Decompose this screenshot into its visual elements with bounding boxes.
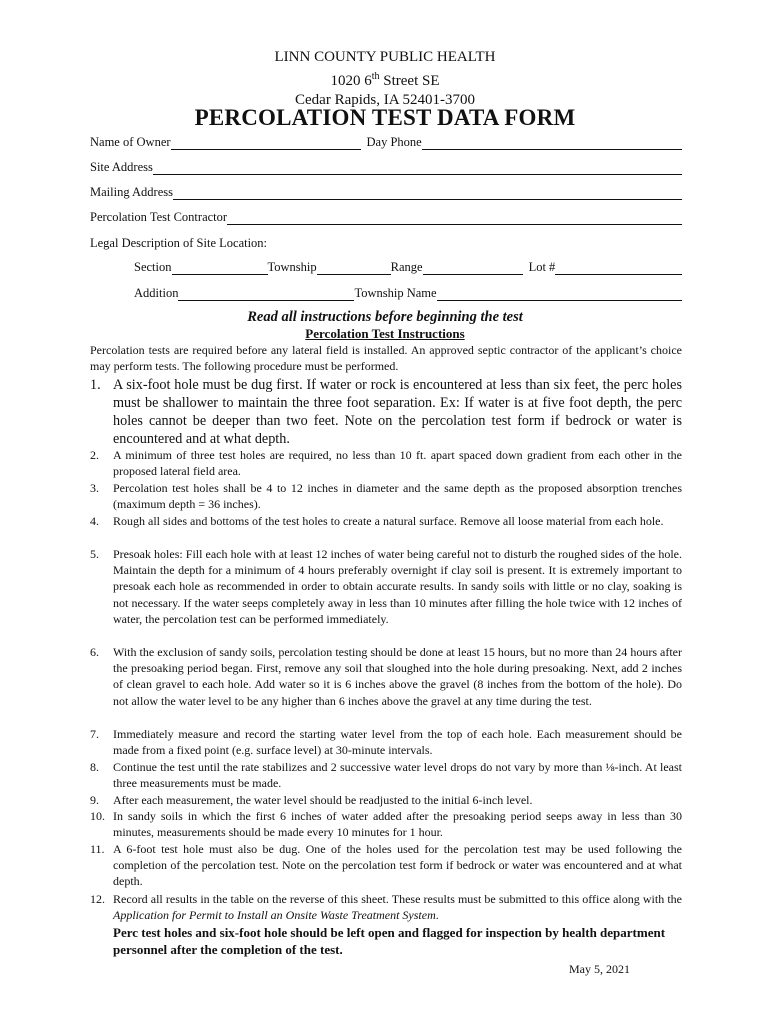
instruction-item: 6. With the exclusion of sandy soils, percolation testing should be done at least 15 hours, but no more than 24 hours after the presoaking period began. First, remove any soil that sloughed into the hole during presoaking. Next, add 2 inches of clean gravel to each hole. Add water so it is 6 inches above the gravel (8 inches from the bottom of the hole). Do not allow the water level to be any higher than 6 inches above the gravel at any time during the test. — [90, 645, 682, 708]
mailing-address-label: Mailing Address — [90, 185, 173, 199]
read-all-notice: Read all instructions before beginning the test — [247, 309, 523, 325]
township-label: Township — [267, 260, 317, 274]
section-field[interactable] — [172, 262, 268, 275]
instruction-item: 5. Presoak holes: Fill each hole with at least 12 inches of water being careful not to disturb the roughed sides of the hole. Maintain the depth for a minimum of 4 hours preferably overnight if clay soil is present. It is extremely important to presoak each hole as recommended in order to obtain accurate results. In sandy soils with little or no clay, soaking is not necessary. If the water seeps completely away in less than 10 minutes after filling the hole twice with 12 inches of water, the percolation test can be performed immediately. — [90, 547, 682, 626]
instruction-item: 3. Percolation test holes shall be 4 to 12 inches in diameter and the same depth as the proposed absorption trenches (maximum depth = 36 inches). — [90, 481, 682, 512]
contractor-row — [90, 209, 682, 225]
owner-label: Name of Owner — [90, 135, 171, 149]
instruction-item: 4. Rough all sides and bottoms of the test holes to create a natural surface. Remove all loose material from each hole. — [90, 514, 664, 528]
form-title: PERCOLATION TEST DATA FORM — [194, 105, 576, 130]
lot-field[interactable] — [555, 262, 682, 275]
letterhead — [0, 48, 770, 110]
instruction-item: 12. Record all results in the table on the reverse of this sheet. These results must be submitted to this office along with the Application for Permit to Install an Onsite Waste Treatment System. — [90, 892, 682, 923]
owner-field[interactable] — [171, 137, 361, 150]
revision-date: May 5, 2021 — [569, 962, 630, 976]
site-address-field[interactable] — [153, 162, 682, 175]
instruction-item: 7. Immediately measure and record the starting water level from the top of each hole. Each measurement should be made from a fixed point (e.g. surface level) at 30-minute intervals. — [90, 727, 682, 758]
section-row — [134, 259, 682, 275]
range-field[interactable] — [423, 262, 523, 275]
inspection-note: Perc test holes and six-foot hole should be left open and flagged for inspection by health department personnel after the completion of the test. — [113, 925, 666, 957]
instruction-item: 11. A 6-foot test hole must also be dug. One of the holes used for the percolation test may be used following the completion of the percolation test. Note on the percolation test form if bedrock or water was encountered and at what depth. — [90, 842, 682, 889]
lot-label: Lot # — [528, 260, 556, 274]
city-address: Cedar Rapids, IA 52401-3700 — [295, 92, 475, 108]
instruction-item: 1. A six-foot hole must be dug first. If water or rock is encountered at less than six feet, the perc holes must be shallower to maintain the three foot separation. Ex: If water is at five foot depth, the perc holes cannot be deeper than two feet. Note on the percolation test form if bedrock or water is encountered and at what depth. — [90, 377, 682, 447]
addition-field[interactable] — [178, 288, 354, 301]
day-phone-label: Day Phone — [366, 135, 422, 149]
township-name-field[interactable] — [437, 288, 682, 301]
range-label: Range — [390, 260, 423, 274]
section-label: Section — [134, 260, 172, 274]
instruction-item: 10. In sandy soils in which the first 6 inches of water added after the presoaking period seeps away in less than 30 minutes, measurements should be made every 10 minutes for 1 hour. — [90, 809, 682, 840]
street-address: 1020 6th Street SE — [330, 71, 440, 89]
addition-row — [134, 285, 682, 301]
contractor-label: Percolation Test Contractor — [90, 210, 228, 224]
township-field[interactable] — [317, 262, 391, 275]
site-address-label: Site Address — [90, 160, 153, 174]
intro-paragraph: Percolation tests are required before any lateral field is installed. An approved septic contractor of the applicant’s choice may perform tests. The following procedure must be performed. — [90, 343, 682, 373]
instructions-title: Percolation Test Instructions — [305, 326, 465, 341]
org-name: LINN COUNTY PUBLIC HEALTH — [274, 49, 496, 65]
site-address-row — [90, 159, 682, 175]
township-name-label: Township Name — [354, 286, 437, 300]
day-phone-field[interactable] — [422, 137, 682, 150]
instruction-item: 2. A minimum of three test holes are required, no less than 10 ft. apart spaced down gradient from each other in the proposed lateral field area. — [90, 448, 682, 479]
permit-application-title: Application for Permit to Install an Onsite Waste Treatment System — [113, 908, 436, 923]
addition-label: Addition — [134, 286, 179, 300]
instruction-item: 9. After each measurement, the water level should be readjusted to the initial 6-inch level. — [90, 793, 533, 807]
contractor-field[interactable] — [227, 212, 682, 225]
mailing-address-row — [90, 184, 682, 200]
mailing-address-field[interactable] — [173, 187, 682, 200]
instruction-item: 8. Continue the test until the rate stabilizes and 2 successive water level drops do not vary by more than ⅛-inch. At least three measurements must be made. — [90, 760, 682, 791]
legal-description-label: Legal Description of Site Location: — [90, 236, 268, 250]
owner-row — [90, 134, 682, 150]
